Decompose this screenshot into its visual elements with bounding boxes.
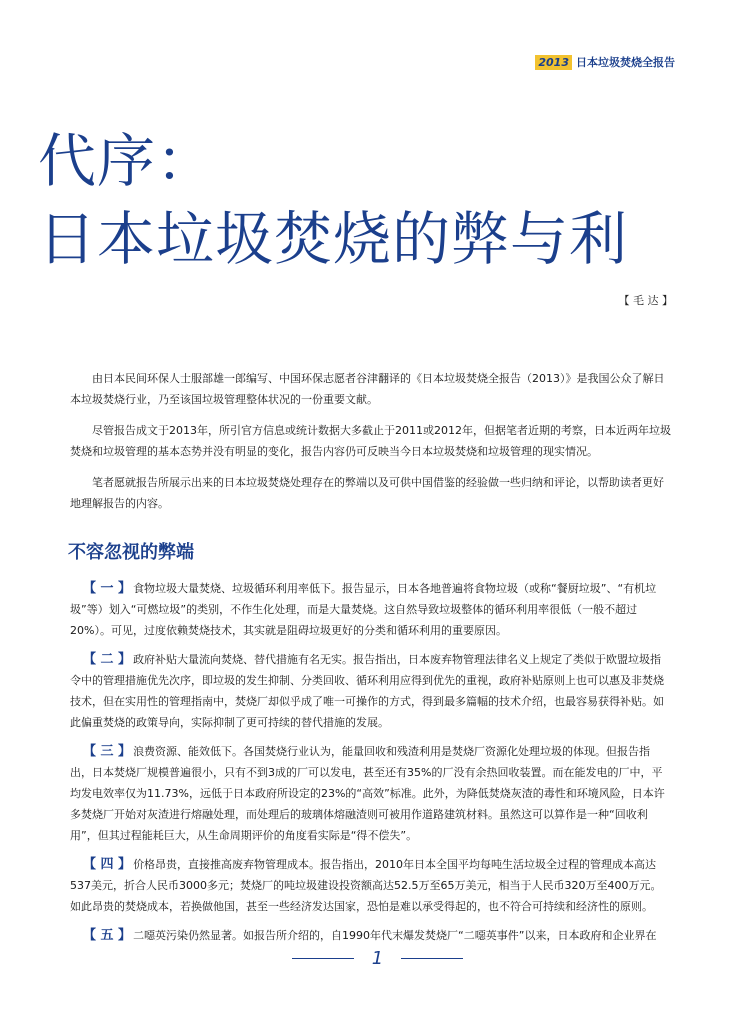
section-heading: 不容忽视的弊端 [68,542,194,563]
item-text: 食物垃圾大量焚烧、垃圾循环利用率低下。报告显示，日本各地普遍将食物垃圾（或称“餐厨垃圾”、“有机垃圾”等）划入“可燃垃圾”的类别，不作生化处理，而是大量焚烧。这自然导致垃圾整体的循环利用率很低（一般不超过20%）。可见，过度依赖焚烧技术，其实就是阻碍垃圾更好的分类和循环利用的重要原因。 [70,582,657,637]
drawback-item [70,649,672,733]
drawback-item [70,578,672,641]
item-number: 【 四 】 [83,857,132,872]
title-line-2: 日本垃圾焚烧的弊与利 [38,205,629,273]
item-text: 价格昂贵，直接推高废弃物管理成本。报告指出，2010年日本全国平均每吨生活垃圾全过程的管理成本高达537美元，折合人民币3000多元；焚烧厂的吨垃圾建设投资额高达52.5万至65万美元，相当于人民币320万至400万元。如此昂贵的焚烧成本，若换做他国，甚至一些经济发达国家，恐怕是难以承受得起的，也不符合可持续和经济性的原则。 [70,858,662,913]
title-line-1: 代序： [38,127,216,195]
page-number: 1 [371,948,384,969]
intro-paragraph: 由日本民间环保人士服部雄一郎编写、中国环保志愿者谷津翻译的《日本垃圾焚烧全报告（2013）》是我国公众了解日本垃圾焚烧行业，乃至该国垃圾管理整体状况的一份重要文献。 [70,372,665,406]
drawback-item [70,741,672,846]
drawback-item [70,925,672,946]
author: 【 毛 达 】 [618,294,673,307]
drawback-item [70,854,672,917]
footer-rule-right [401,958,463,959]
item-number: 【 三 】 [83,744,132,759]
running-header [535,54,675,70]
intro-paragraph: 笔者愿就报告所展示出来的日本垃圾焚烧处理存在的弊端以及可供中国借鉴的经验做一些归纳和评论，以帮助读者更好地理解报告的内容。 [70,476,664,510]
item-number: 【 一 】 [83,581,132,596]
item-text: 政府补贴大量流向焚烧、替代措施有名无实。报告指出，日本废弃物管理法律名义上规定了类似于欧盟垃圾指令中的管理措施优先次序，即垃圾的发生抑制、分类回收、循环利用应得到优先的重视，政府补贴原则上也可以惠及非焚烧技术，但在实用性的管理指南中，焚烧厂却似乎成了唯一可操作的方式，得到最多篇幅的技术介绍，也最容易获得补贴。如此偏重焚烧的政策导向，实际抑制了更可持续的替代措施的发展。 [70,653,664,729]
item-text: 浪费资源、能效低下。各国焚烧行业认为，能量回收和残渣利用是焚烧厂资源化处理垃圾的体现。但报告指出，日本焚烧厂规模普遍很小，只有不到3成的厂可以发电，甚至还有35%的厂没有余热回收装置。而在能发电的厂中，平均发电效率仅为11.73%，远低于日本政府所设定的23%的“高效”标准。此外，为降低焚烧灰渣的毒性和环境风险，日本许多焚烧厂开始对灰渣进行熔融处理，而处理后的玻璃体熔融渣则可被用作道路建筑材料。虽然这可以算作是一种“回收利用”，但其过程能耗巨大，从生命周期评价的角度看实际是“得不偿失”。 [70,745,665,842]
page-title [38,122,628,278]
intro-paragraph: 尽管报告成文于2013年，所引官方信息或统计数据大多截止于2011或2012年，但据笔者近期的考察，日本近两年垃圾焚烧和垃圾管理的基本态势并没有明显的变化，报告内容仍可反映当今日本垃圾焚烧和垃圾管理的现实情况。 [70,424,671,458]
drawback-list [70,578,672,954]
item-text: 二噁英污染仍然显著。如报告所介绍的，自1990年代末爆发焚烧厂“二噁英事件”以来，日本政府和企业界在 [133,929,657,942]
report-title: 日本垃圾焚烧全报告 [576,56,675,69]
page-footer [0,948,755,969]
footer-rule-left [292,958,354,959]
item-number: 【 五 】 [83,928,132,943]
intro-section [70,368,672,524]
year-badge: 2013 [535,55,572,70]
item-number: 【 二 】 [83,652,132,667]
